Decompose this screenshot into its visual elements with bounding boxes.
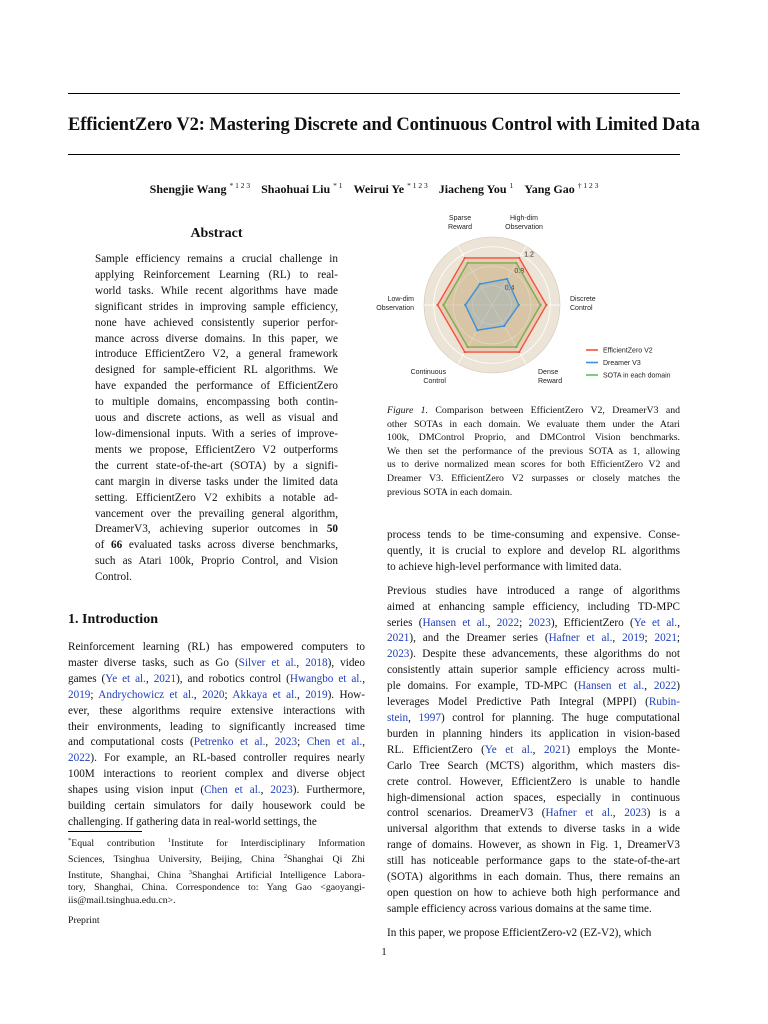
introduction-body: [68, 640, 365, 831]
text-line: setting. EfficientZero V2 exhibits a notable ad-: [95, 491, 338, 504]
author-affiliation-marks: * 1: [333, 181, 343, 190]
radar-point: [436, 304, 438, 306]
text-line: 2021), and the Dreamer series (Hafner et al., 2019; 2021;: [387, 632, 681, 645]
text-line: still has noticeable performance gaps to the state-of-the-art: [387, 855, 680, 868]
text-line: 2022). For example, an RL-based controller requires nearly: [68, 752, 365, 765]
radar-axis-label: Sparse: [448, 215, 472, 223]
radar-point: [464, 257, 466, 259]
author-list: [68, 181, 680, 197]
text-line: shapes using vision input (Chen et al., 2023). Furthermore,: [68, 784, 365, 797]
radar-point: [518, 257, 520, 259]
author-affiliation-marks: * 1 2 3: [229, 181, 251, 190]
text-line: leverages Model Predictive Path Integral (MPPI) (Rubin-: [387, 696, 680, 709]
text-line: challenging. If gathering data in real-world settings, the: [68, 815, 317, 828]
text-line: Sample efficiency remains a crucial challenge in: [95, 253, 338, 265]
legend-label: SOTA in each domain: [603, 372, 671, 380]
text-line: (SOTA) algorithms in each domain. Thus, there remains an: [387, 871, 680, 884]
footnote-rule: [68, 831, 142, 832]
text-line: high-dimensional action spaces, especially in continuous: [387, 791, 680, 804]
radar-ring-label: 1.2: [524, 251, 534, 259]
abstract-body: [95, 252, 338, 586]
text-line: introduce EfficientZero V2, a general framework: [95, 348, 338, 361]
figure-caption: [387, 404, 680, 499]
author-name: Weirui Ye: [353, 182, 405, 196]
paragraph-gap: [387, 576, 680, 584]
author-name: Jiacheng You: [438, 182, 507, 196]
radar-point: [464, 351, 466, 353]
text-line: of 66 evaluated tasks across diverse benchmarks,: [95, 539, 338, 552]
text-line: their environments, leading to significantly increased time: [68, 720, 365, 733]
text-line: vancement over the prevailing general algorithm,: [95, 507, 338, 520]
text-line: Control.: [95, 571, 132, 584]
author: [354, 182, 428, 196]
text-line: such as Atari 100k, Proprio Control, and Vision: [95, 555, 338, 568]
text-line: uous and discrete actions, as well as visual and: [95, 412, 338, 425]
footnote-line: Sciences, Tsinghua University, Beijing, China $^2$Shanghai Qi Zhi: [68, 852, 365, 865]
radar-point: [518, 351, 520, 353]
text-line: Previous studies have introduced a range of algorithms: [387, 584, 680, 597]
text-line: quently, it is crucial to explore and develop RL algorithms: [387, 544, 680, 557]
text-line: world tasks. While recent algorithms have made: [95, 284, 338, 297]
author-name: Shaohuai Liu: [261, 182, 331, 196]
footnote: [68, 835, 365, 908]
radar-axis-label: Low-dim: [387, 296, 414, 303]
radar-axis-label: Observation: [505, 224, 543, 232]
text-line: and computational costs (Petrenko et al., 2023; Chen et al.,: [68, 736, 366, 749]
text-line: have expanded the performance of EfficientZero: [95, 380, 338, 393]
text-line: crete control. However, EfficientZero is unable to handle: [387, 775, 680, 788]
text-line: significant strides in improving sample efficiency,: [95, 300, 338, 313]
introduction-heading: 1. Introduction: [68, 612, 158, 627]
text-line: control scenarios. DreamerV3 (Hafner et al., 2023) is a: [387, 807, 681, 820]
author: [261, 182, 342, 196]
radar-point: [476, 329, 478, 331]
caption-text: Comparison between EfficientZero V2, DreamerV3 and: [428, 405, 680, 416]
radar-axis-label: Discrete: [570, 296, 596, 303]
paper-title: EfficientZero V2: Mastering Discrete and Continuous Control with Limited Data: [68, 115, 700, 135]
text-line: open question on how to achieve both high performance and: [387, 886, 680, 899]
radar-ring-label: 0.4: [504, 285, 515, 293]
title-top-rule: [68, 93, 680, 94]
text-line: to multiple domains, encompassing both contin-: [95, 396, 338, 409]
text-line: In this paper, we propose EfficientZero-v2 (EZ-V2), which: [387, 926, 652, 939]
radar-axis-label: Control: [570, 305, 593, 312]
radar-chart: [376, 215, 675, 390]
text-line: burden in planning hinders its application in vision-based: [387, 727, 680, 740]
radar-axis-label: Reward: [447, 224, 473, 232]
legend-label: Dreamer V3: [603, 360, 641, 367]
text-line: to achieve high-level performance with limited data.: [387, 560, 622, 573]
footnote-line: *Equal contribution $^1$Institute for Interdisciplinary Information: [68, 837, 366, 849]
text-line: 100M interactions to reorient complex and diverse object: [68, 768, 365, 781]
author-name: Shengjie Wang: [149, 182, 227, 196]
radar-axis-label: Dense: [538, 368, 559, 376]
text-line: RL. EfficientZero (Ye et al., 2021) employs the Monte-: [387, 743, 680, 756]
radar-axis-label: Control: [423, 377, 446, 385]
caption-label: Figure 1.: [387, 405, 429, 416]
text-line: none have achieved consistently superior perfor-: [95, 316, 338, 329]
text-line: aimed at enhancing sample efficiency, including TD-MPC: [387, 600, 680, 613]
text-line: cant margin in diverse tasks under the limited data: [95, 475, 338, 488]
radar-point: [506, 278, 508, 280]
footnote-line: iis@mail.tsinghua.edu.cn>.: [68, 895, 176, 907]
text-line: Reinforcement learning (RL) has empowered computers to: [68, 641, 365, 653]
author-affiliation-marks: * 1 2 3: [407, 181, 428, 190]
caption-line: [387, 404, 680, 418]
title-bottom-rule: [68, 154, 680, 155]
caption-line: other SOTAs in each domain. We evaluate them under the Atari: [387, 418, 680, 430]
text-line: building certain simulators for daily housework could be: [68, 800, 365, 813]
caption-line: us to derive normalized mean scores for both EfficientZero V2 and: [387, 459, 680, 471]
caption-line: 100k, DMControl Proprio, and DMControl Vision benchmarks.: [387, 432, 680, 444]
author-affiliation-marks: † 1 2 3: [577, 181, 599, 190]
radar-point: [479, 283, 481, 285]
radar-ring-label: 0.8: [514, 268, 525, 276]
radar-axis-label: Reward: [538, 377, 563, 385]
author: [439, 182, 514, 196]
page-number: 1: [381, 946, 387, 958]
text-line: 2023). Despite these advancements, these algorithms do not: [387, 648, 680, 661]
caption-line: We then set the performance of the previous SOTA as 1, allowing: [387, 445, 680, 457]
text-line: stein, 1997) control for planning. The huge computational: [387, 711, 680, 724]
abstract-heading: Abstract: [190, 226, 243, 241]
text-line: master diverse tasks, such as Go (Silver et al., 2018), video: [68, 656, 365, 669]
footnote-line: tory, Shanghai, China. Correspondence to: Yang Gao <gaoyangi-: [68, 882, 365, 894]
author: [524, 182, 598, 196]
text-line: consistently attain superior sample efficiency across multi-: [387, 664, 680, 677]
text-line: universal algorithm that extends to diverse tasks in a wide: [387, 823, 680, 836]
text-line: sample efficiency across various domains at the same time.: [387, 902, 652, 915]
text-line: range of domains. However, as shown in Fig. 1, DreamerV3: [387, 839, 680, 852]
radar-axis-label: High-dim: [509, 215, 539, 223]
caption-line: Dreamer V3. EfficientZero V2 surpasses or closely matches the: [387, 472, 680, 484]
author: [150, 182, 250, 196]
text-line: 2019; Andrychowicz et al., 2020; Akkaya et al., 2019). How-: [68, 688, 365, 701]
text-line: the current state-of-the-art (SOTA) by a signifi-: [95, 459, 338, 472]
paragraph-gap: [387, 918, 680, 926]
text-line: designed for sample-efficient RL algorithms. We: [95, 364, 338, 377]
text-line: DreamerV3, achieving superior outcomes in 50: [95, 523, 338, 536]
radar-point: [545, 304, 547, 306]
radar-point: [518, 304, 520, 306]
radar-point: [503, 325, 505, 327]
text-line: ever, these algorithms require extensive interactions with: [68, 704, 365, 717]
radar-axis-label: Continuous: [410, 368, 446, 376]
text-line: series (Hansen et al., 2022; 2023), EfficientZero (Ye et al.,: [387, 616, 680, 629]
legend-label: EfficientZero V2: [603, 347, 653, 355]
radar-point: [464, 304, 466, 306]
text-line: games (Ye et al., 2021), and robotics control (Hwangbo et al.,: [68, 672, 365, 685]
caption-line: previous SOTA in each domain.: [387, 486, 513, 498]
text-line: ments we propose, EfficientZero V2 outperforms: [95, 443, 338, 456]
author-affiliation-marks: 1: [509, 181, 514, 190]
text-line: mance across diverse domains. In this paper, we: [95, 332, 338, 345]
text-line: ple domains. For example, TD-MPC (Hansen et al., 2022): [387, 680, 681, 693]
author-name: Yang Gao: [524, 182, 575, 196]
text-line: process tends to be time-consuming and expensive. Conse-: [387, 529, 680, 541]
text-line: Carlo Tree Search (MCTS) algorithm, which masters dis-: [387, 759, 680, 772]
text-line: applying Reinforcement Learning (RL) to real-: [95, 268, 338, 281]
right-column-body: [387, 528, 680, 942]
text-line: low-dimensional inputs. With a series of improve-: [95, 427, 338, 440]
preprint-label: Preprint: [68, 915, 100, 926]
radar-axis-label: Observation: [376, 305, 414, 312]
footnote-line: Institute, Shanghai, China $^3$Shanghai Artificial Intelligence Labora-: [68, 868, 366, 881]
